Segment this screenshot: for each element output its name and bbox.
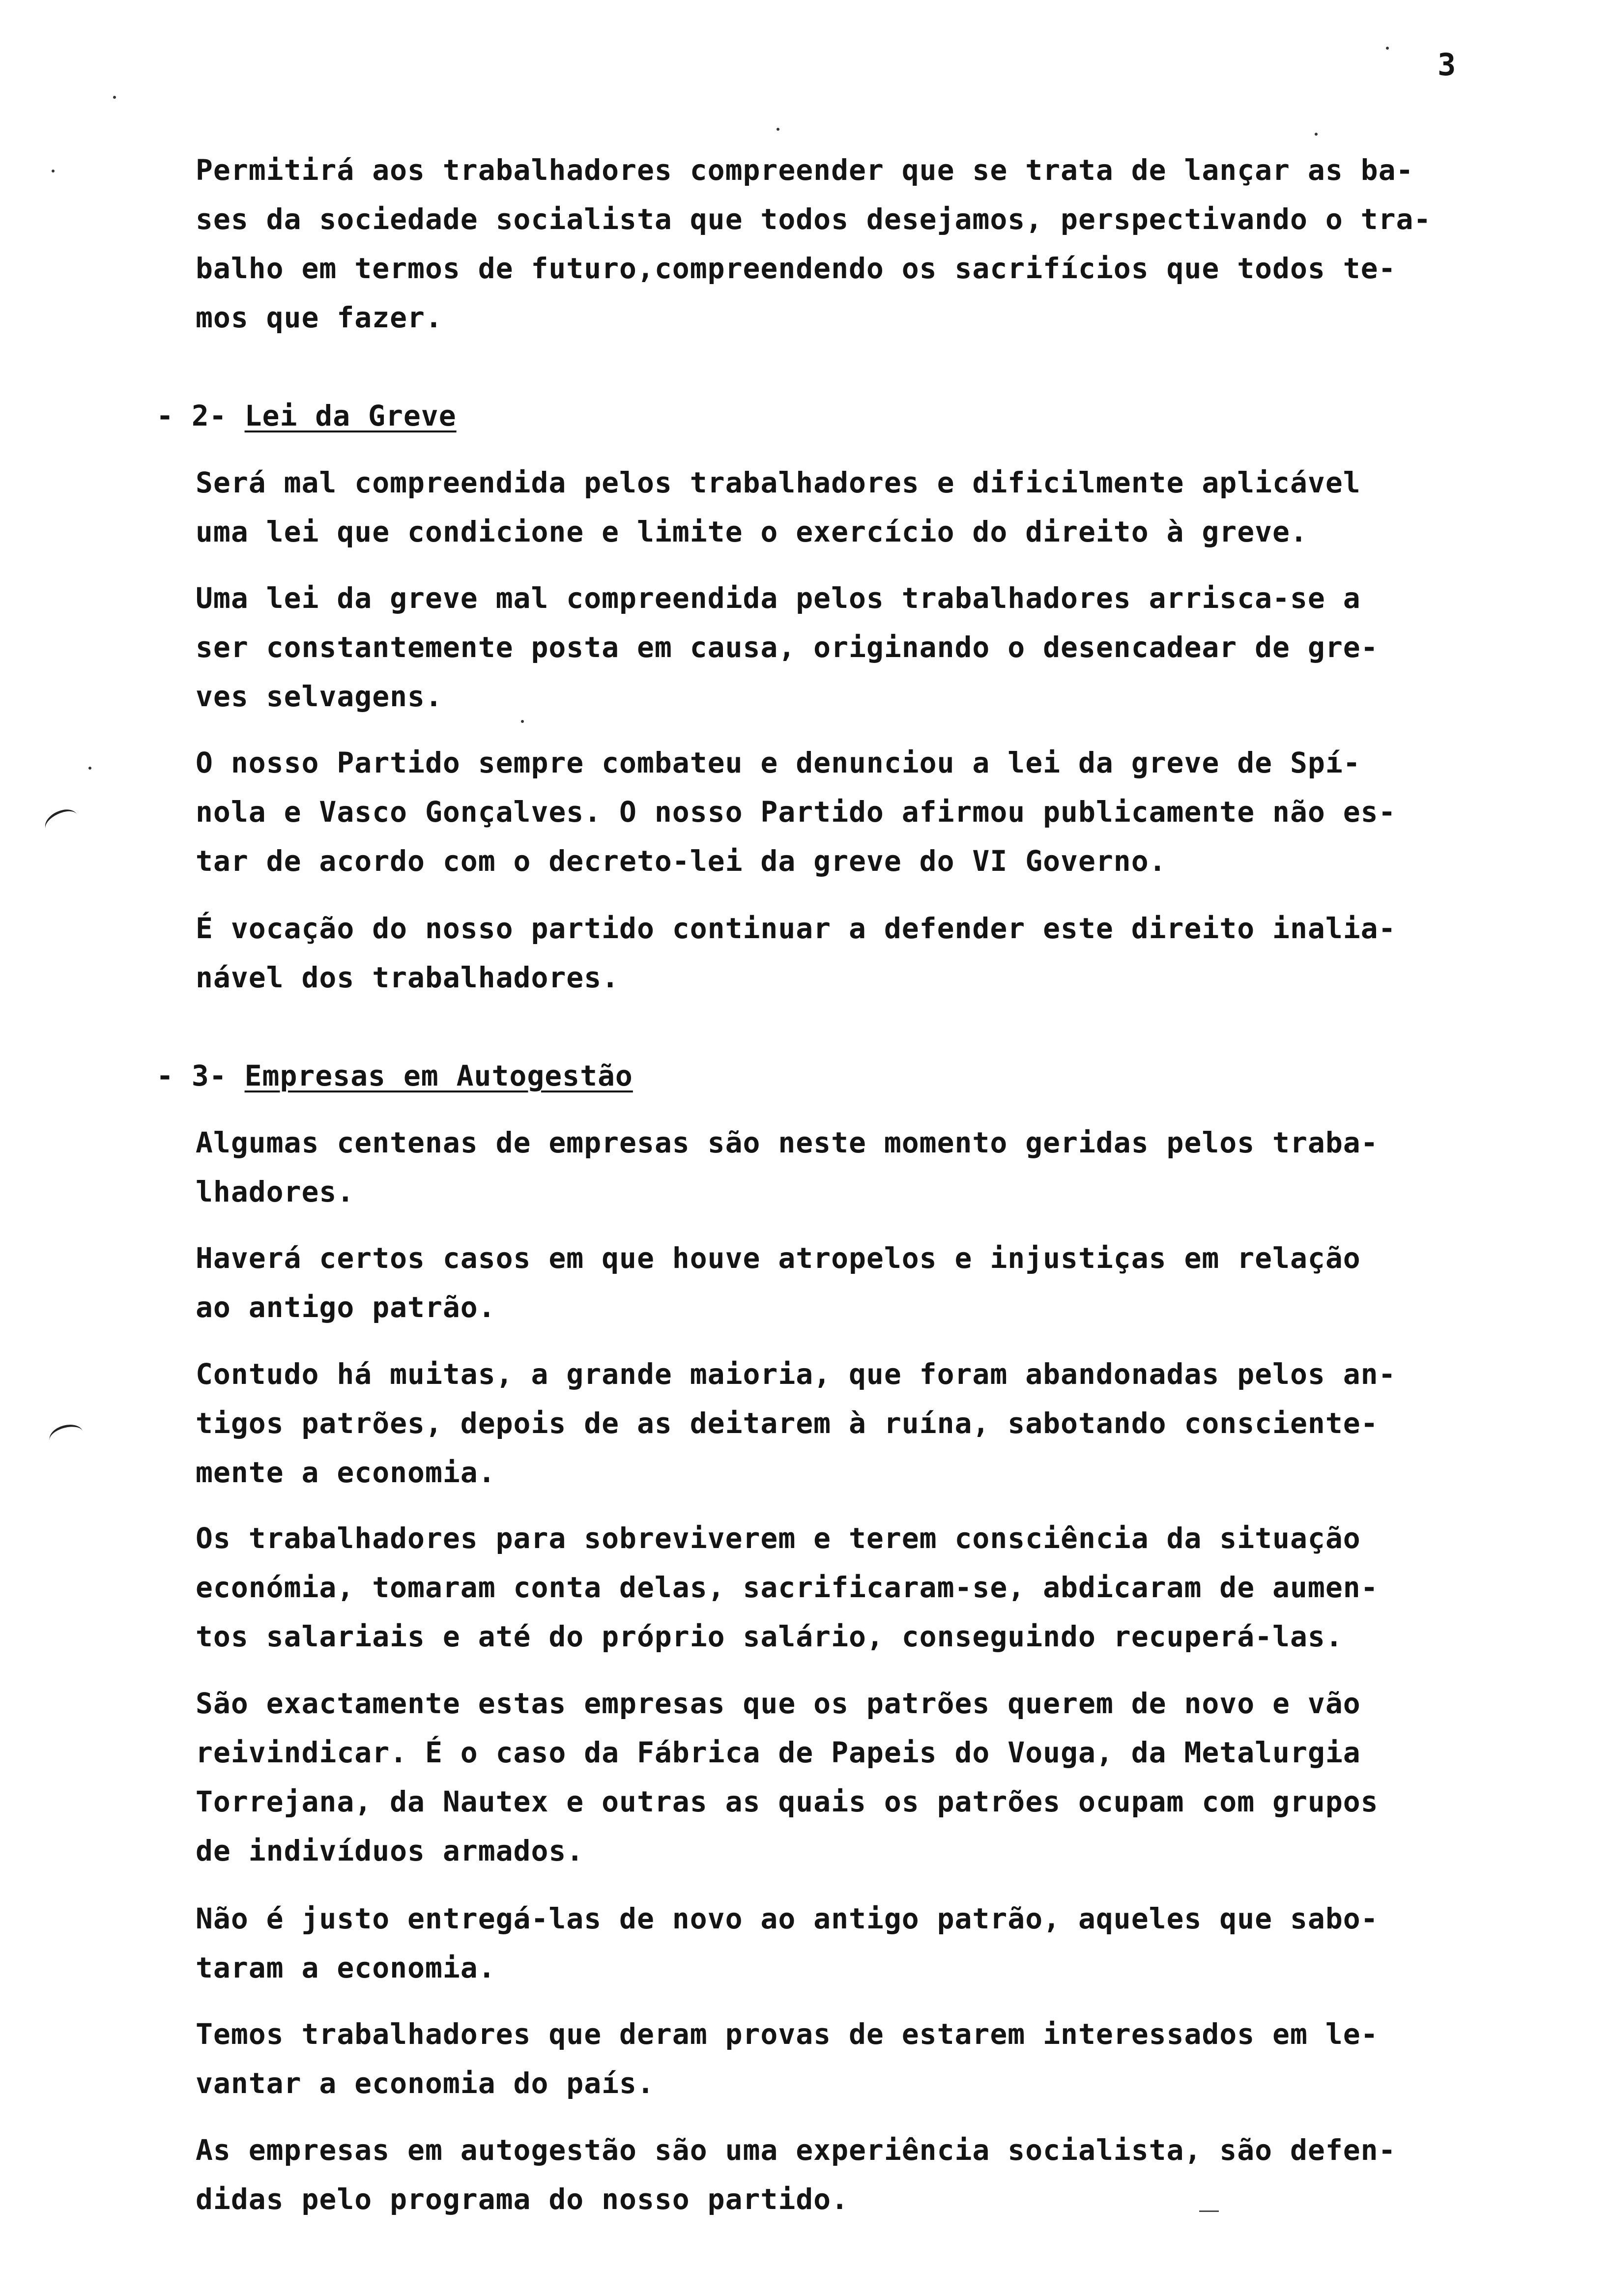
section-title: Lei da Greve (244, 399, 457, 432)
scan-speck (1386, 47, 1389, 50)
paragraph-line: Algumas centenas de empresas são neste momento geridas pelos traba- (196, 1126, 1379, 1159)
punch-hole-mark (47, 1421, 86, 1452)
intro-line: Permitirá aos trabalhadores compreender que se trata de lançar as ba- (196, 153, 1414, 187)
paragraph-line: O nosso Partido sempre combateu e denunciou a lei da greve de Spí- (196, 746, 1361, 779)
paragraph-line: didas pelo programa do nosso partido. (196, 2182, 849, 2216)
paragraph-line: ao antigo patrão. (196, 1291, 496, 1324)
intro-line: mos que fazer. (196, 301, 443, 334)
paragraph-line: São exactamente estas empresas que os patrões querem de novo e vão (196, 1687, 1361, 1720)
paragraph-line: tos salariais e até do próprio salário, conseguindo recuperá-las. (196, 1620, 1343, 1653)
paragraph-line: ves selvagens. (196, 680, 443, 713)
paragraph-line: Uma lei da greve mal compreendida pelos trabalhadores arrisca-se a (196, 581, 1361, 615)
paragraph-line: tigos patrões, depois de as deitarem à ruína, sabotando conscientе- (196, 1406, 1379, 1440)
intro-line: balho em termos de futuro,compreendendo os sacrifícios que todos te- (196, 252, 1396, 285)
section-number: 3- (191, 1059, 227, 1092)
scan-speck (1199, 2210, 1219, 2212)
paragraph-line: uma lei que condicione e limite o exercício do direito à greve. (196, 515, 1308, 548)
paragraph-line: As empresas em autogestão são uma experiência socialista, são defen- (196, 2133, 1396, 2167)
intro-line: ses da sociedade socialista que todos desejamos, perspectivando o tra- (196, 202, 1432, 236)
scan-speck (1315, 133, 1318, 136)
paragraph-line: de indivíduos armados. (196, 1834, 584, 1867)
section-title: Empresas em Autogestão (244, 1059, 633, 1092)
paragraph-line: tar de acordo com o decreto-lei da greve do VI Governo. (196, 844, 1167, 878)
paragraph-line: Os trabalhadores para sobreviverem e terem consciência da situação (196, 1521, 1361, 1555)
paragraph-line: reivindicar. É o caso da Fábrica de Papeis do Vouga, da Metalurgia (196, 1736, 1361, 1769)
paragraph-line: vantar a economia do país. (196, 2066, 655, 2100)
scan-speck (777, 128, 779, 131)
scan-speck (521, 720, 524, 723)
paragraph-line: económia, tomaram conta delas, sacrificaram-se, abdicaram de aumen- (196, 1571, 1379, 1604)
scan-speck (52, 170, 55, 172)
section-heading-empresas-em-autogestao: - 3- Empresas em Autogestão (156, 1059, 633, 1092)
scan-speck (88, 767, 91, 770)
paragraph-line: mente a economia. (196, 1456, 496, 1489)
section-number: 2- (191, 399, 227, 432)
paragraph-line: Torrejana, da Nautex e outras as quais os patrões ocupam com grupos (196, 1785, 1379, 1818)
paragraph-line: ser constantemente posta em causa, originando o desencadear de gre- (196, 631, 1379, 664)
scan-speck (113, 96, 116, 99)
paragraph-line: Será mal compreendida pelos trabalhadores e dificilmente aplicável (196, 466, 1361, 499)
punch-hole-mark (41, 804, 82, 839)
paragraph-line: taram a economia. (196, 1951, 496, 1984)
paragraph-line: Contudo há muitas, a grande maioria, que foram abandonadas pelos an- (196, 1357, 1396, 1391)
paragraph-line: lhadores. (196, 1175, 355, 1208)
paragraph-line: Não é justo entregá-las de novo ao antigo patrão, aqueles que sabo- (196, 1902, 1379, 1935)
page-number: 3 (1438, 47, 1456, 83)
paragraph-line: É vocação do nosso partido continuar a defender este direito inalia- (196, 912, 1396, 945)
paragraph-line: Haverá certos casos em que houve atropelos e injustiças em relação (196, 1241, 1361, 1275)
paragraph-line: Temos trabalhadores que deram provas de estarem interessados em le- (196, 2017, 1379, 2051)
paragraph-line: nável dos trabalhadores. (196, 961, 620, 994)
paragraph-line: nola e Vasco Gonçalves. O nosso Partido afirmou publicamente não es- (196, 795, 1396, 829)
section-heading-lei-da-greve: - 2- Lei da Greve (156, 399, 457, 432)
